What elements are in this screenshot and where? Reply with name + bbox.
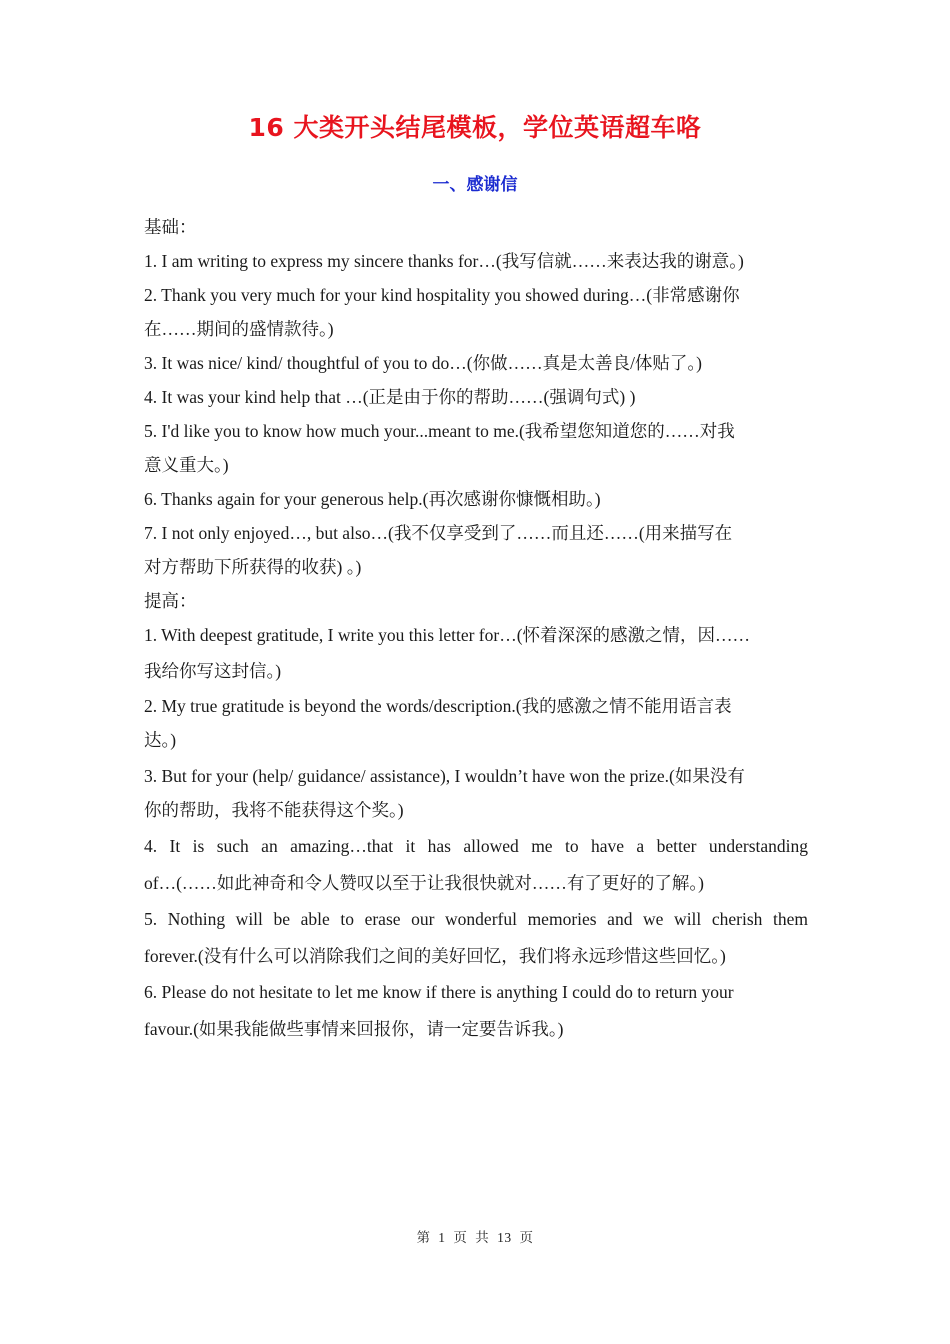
advanced-item-6-line-2: favour.(如果我能做些事情来回报你，请一定要告诉我。) xyxy=(144,1018,564,1039)
advanced-item-5-line-2: forever.(没有什么可以消除我们之间的美好回忆，我们将永远珍惜这些回忆。) xyxy=(144,945,726,966)
advanced-item-2-line-2: 达。) xyxy=(144,730,177,750)
section-title: 一、感谢信 xyxy=(432,175,518,195)
advanced-item-3-line-1: 3. But for your (help/ guidance/ assistance), I wouldn’t have won the prize.(如果没有 xyxy=(144,765,745,786)
basic-label: 基础： xyxy=(144,217,197,237)
document-body xyxy=(144,210,808,1047)
advanced-item-1-line-2: 我给你写这封信。) xyxy=(144,660,282,681)
advanced-item-2-line-1: 2. My true gratitude is beyond the words/description.(我的感激之情不能用语言表 xyxy=(144,696,732,716)
advanced-item-3-line-2: 你的帮助，我将不能获得这个奖。) xyxy=(144,799,404,820)
basic-item-6: 6. Thanks again for your generous help.(再次感谢你慷慨相助。) xyxy=(144,489,601,509)
basic-item-4: 4. It was your kind help that …(正是由于你的帮助……(强调句式) ) xyxy=(144,387,636,407)
basic-item-7-line-1: 7. I not only enjoyed…, but also…(我不仅享受到了……而且还……(用来描写在 xyxy=(144,523,733,543)
basic-item-2-line-1: 2. Thank you very much for your kind hospitality you showed during…(非常感谢你 xyxy=(144,285,740,305)
advanced-item-1-line-1: 1. With deepest gratitude, I write you this letter for…(怀着深深的感激之情，因…… xyxy=(144,625,751,645)
basic-item-5-line-1: 5. I'd like you to know how much your...meant to me.(我希望您知道您的……对我 xyxy=(144,421,735,441)
advanced-item-5-line-1: 5. Nothing will be able to erase our wonderful memories and we will cherish them xyxy=(144,909,808,929)
basic-item-1: 1. I am writing to express my sincere thanks for…(我写信就……来表达我的谢意。) xyxy=(144,251,744,271)
basic-item-5-line-2: 意义重大。) xyxy=(144,455,229,475)
advanced-item-6-line-1: 6. Please do not hesitate to let me know if there is anything I could do to return your xyxy=(144,982,734,1002)
basic-item-7-line-2: 对方帮助下所获得的收获) 。) xyxy=(144,557,362,577)
basic-item-3: 3. It was nice/ kind/ thoughtful of you to do…(你做……真是太善良/体贴了。) xyxy=(144,353,703,373)
advanced-label: 提高： xyxy=(144,591,197,611)
page-footer: 第 1 页 共 13 页 xyxy=(416,1230,534,1245)
document-title: 16 大类开头结尾模板，学位英语超车咯 xyxy=(248,113,702,142)
basic-item-2-line-2: 在……期间的盛情款待。) xyxy=(144,319,334,339)
advanced-item-4-line-2: of…(……如此神奇和令人赞叹以至于让我很快就对……有了更好的了解。) xyxy=(144,872,704,893)
advanced-item-4-line-1: 4. It is such an amazing…that it has allowed me to have a better understanding xyxy=(144,836,808,856)
